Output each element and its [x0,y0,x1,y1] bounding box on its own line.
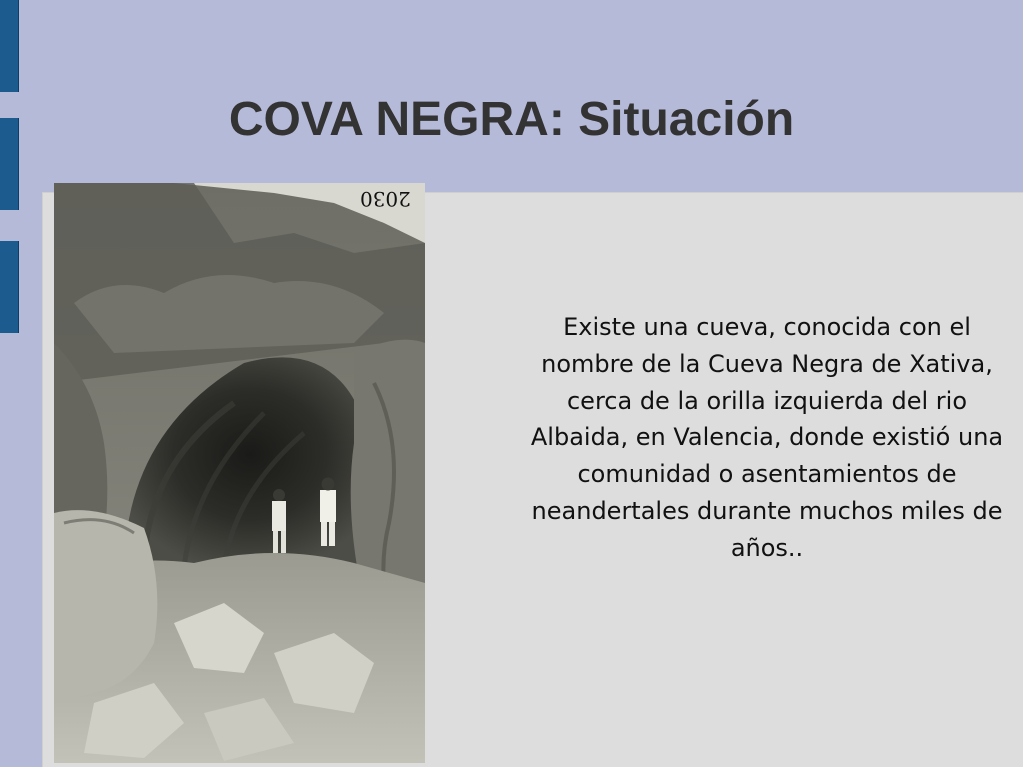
slide-title: COVA NEGRA: Situación [228,93,795,146]
accent-bar-bottom [0,241,19,333]
cave-photo-illustration [54,183,425,763]
photo-handwritten-number: 2030 [360,187,411,211]
caption-text: Existe una cueva, conocida con el nombre de la Cueva Negra de Xativa, cerca de la orilla izquierda del rio Albaida, en Valencia, donde existió una comunidad o asentamientos de neandertales durante muchos miles de años.. [530,313,1004,562]
cave-photo [54,183,425,763]
accent-bar-top [0,0,19,92]
